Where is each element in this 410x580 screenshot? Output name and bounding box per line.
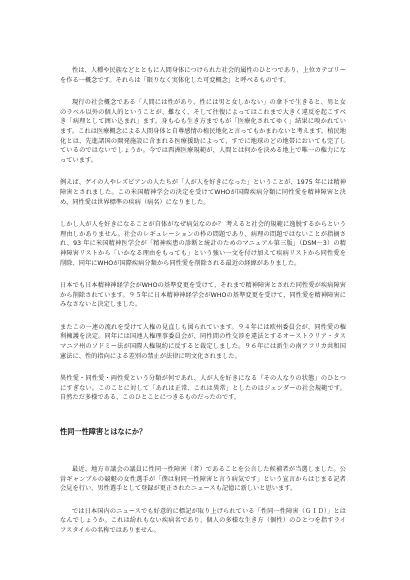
paragraph: 性は、人種や民族などとともに人間身体につけられた社会的属性のひとつであり、上位カテゴリーを作る一概念です。それらは「限りなく実体化した可変概念」と呼べるものです。 [60, 67, 346, 84]
paragraph: 最近、地方市議会の議員に性同一性障害（者）であることを公言した候補者が当選しました。公営ギャンブルの競艇の女性選手が「僕は射同一性障害と言う病気です」という宣言からはじまる記者会見を行い、男性選手として登録が更正されたニュースも記憶に新しいと思います。 [60, 466, 346, 493]
paragraph: 例えば、ゲイの人やレズビアンの人たちが「人が人を好きになった」ということが、1975 年には精神障害とされました。この米国精神学会の決定を受けてWHOが国際疾病分類に同性愛を精神障害と決め、同性愛は世界標準の疾病（病名）になりました。 [60, 179, 346, 206]
paragraph: またこの一連の流れを受けて人権の見直しも図られています。９４年には欧州委員会が、同性愛の権利擁護を決定。同年には国連人権理事委員会が、同性間の性交渉を違法とするオーストラリア・タスマニア州のソドミー法が国際人権規約に反すると裁定しました。９６年には新生の南アフリカ共和国憲法に、性的指向による差別の禁止が法律に明文化されました。 [60, 323, 346, 360]
paragraph: では日本国内のニュースでも好意的に標記が取り上げられている「性同一性障害（ＧＩＤ）」とはなんでしょうか。これは紛れもない疾病名であり、個人の多様な生き方（個性）のひとつを指すライフスタイルの名称ではありません。 [60, 507, 346, 534]
paragraph: 現行の社会概念である「人間には性があり、性には男と女しかない」の傘下で生きると、男と女のラベル以外の個人的ということが、難なく、そして往復によってはこれまで大きく違反を起こすべき「病理として囲い込まれ」ます。身も心も生き方までもが「医療化されてゆく」結果に嗅かれています。これは医療概念による人間身体と自尊感情の植民地化と言ってもかまわないと考えます。植民地化とは、先進諸国の開発施設に含まれる医療援助によって、すでに地球のどの地帯においても完了しているのではないでしょうか。今では西洲医療規範が、人間とは何かを決める地上で唯一の権力になっています。 [60, 99, 346, 164]
paragraph: 異性愛・同性愛・両性愛という分類が何であれ、人が人を好きになる『その人なりの状態』のひとつにすぎない。このことに対して「あれは正常、これは異常」としたのはジェンダーの社会規範です。自然ただ多様である、このひとことにつきるものだったのです。 [60, 375, 346, 402]
section-heading: 性同一性障害とはなにか？ [60, 427, 147, 437]
paragraph: 日本でも日本精神神経学会がWHOの基準変更を受けて、それまで精神障害とされた同性愛が疾病障害から削除されています。９５年に日本精神神経学会がWHOの基準変更を受けて、同性愛を精神障害にみなさないと決定しました。 [60, 282, 346, 309]
section-gid [60, 465, 346, 536]
section-gender-as-social-attribute [60, 66, 346, 403]
paragraph: しかし人が人を好きになることが自体がなぜ病気なのか？ 考えると社会的規範に逸脱するからという理由しかありません。社会のレギュレーションの枠の問題であり、病理の問題ではないことが指摘され、93 年に米国精神医学会が「精神疾患の診断と統計のためのマニュアル第三版」（DSM－3）の精神障害リストから「いかなる理由をもっても」という強い一文を付け加えて疾病リストから同性愛を削除、同年にWHOが国際疾病分類から同性愛を削除される最近の経緯がありました。 [60, 221, 346, 267]
